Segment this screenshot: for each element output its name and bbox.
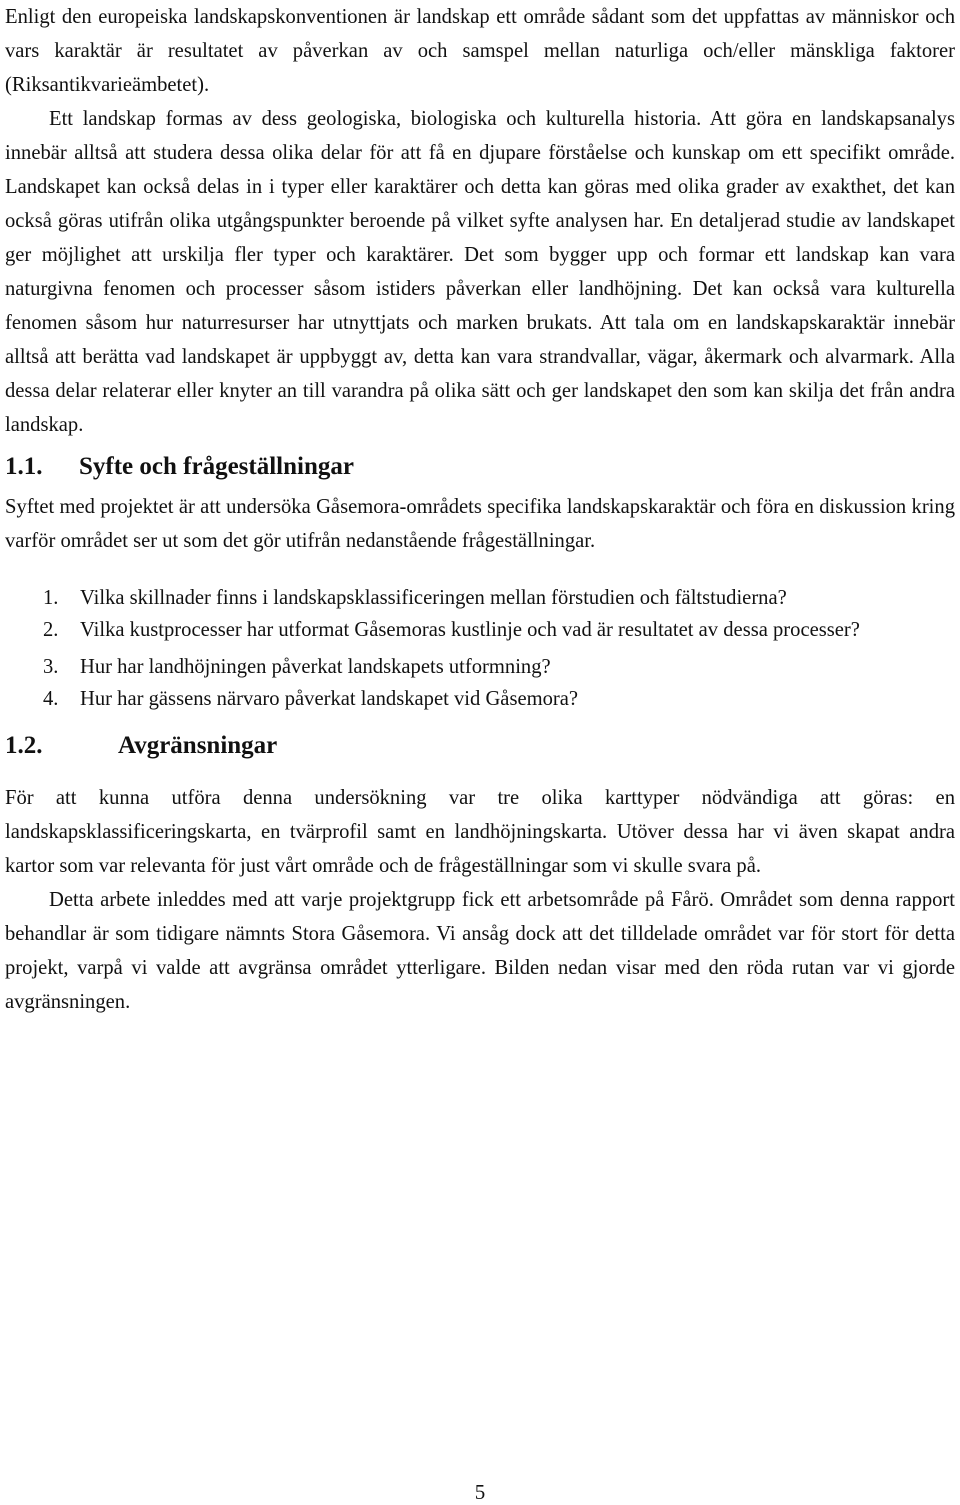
section-title: Avgränsningar: [118, 732, 278, 759]
list-item: [5, 651, 955, 683]
document-page: [5, 0, 955, 1019]
page-number: 5: [474, 1480, 486, 1504]
section-number: 1.1.: [5, 453, 43, 480]
section-title: Syfte och frågeställningar: [79, 453, 354, 480]
section-number: 1.2.: [5, 732, 43, 759]
delimitation-paragraph-1: För att kunna utföra denna undersökning var tre olika karttyper nödvändiga att göras: en landskapsklassificeringskarta, en tvärprofil samt en landhöjningskarta. Utöver dessa har vi även skapat andra kartor som var relevanta för just vårt område och de frågeställningar som vi skulle svara på.: [5, 787, 955, 877]
intro-paragraph-1: Enligt den europeiska landskapskonventionen är landskap ett område sådant som det uppfattas av människor och vars karaktär är resultatet av påverkan av och samspel mellan naturliga och/eller mänskliga faktorer (Riksantikvarieämbetet).: [5, 6, 955, 96]
list-item-text: Hur har landhöjningen påverkat landskapets utformning?: [80, 656, 551, 678]
list-item-text: Vilka kustprocesser har utformat Gåsemoras kustlinje och vad är resultatet av dessa processer?: [80, 619, 860, 641]
list-item-number: 4.: [43, 688, 59, 710]
list-item-text: Hur har gässens närvaro påverkat landskapet vid Gåsemora?: [80, 688, 579, 710]
list-item-number: 1.: [43, 587, 59, 609]
list-item-text: Vilka skillnader finns i landskapsklassificeringen mellan förstudien och fältstudierna?: [80, 587, 787, 609]
list-item: [5, 614, 955, 646]
list-item: [5, 582, 955, 614]
list-item-number: 2.: [43, 619, 59, 641]
purpose-paragraph: Syftet med projektet är att undersöka Gåsemora-områdets specifika landskapskaraktär och föra en diskussion kring varför området ser ut som det gör utifrån nedanstående frågeställningar.: [5, 496, 955, 552]
list-item-number: 3.: [43, 656, 59, 678]
research-question-list: [5, 582, 955, 715]
section-heading-syfte: [5, 450, 955, 484]
intro-paragraph-2: Ett landskap formas av dess geologiska, biologiska och kulturella historia. Att göra en landskapsanalys innebär alltså att studera dessa olika delar för att få en djupare förståelse och kunskap om ett specifikt område. Landskapet kan också delas in i typer eller karaktärer och detta kan göras med olika grader av exakthet, det kan också göras utifrån olika utgångspunkter beroende på vilket syfte analysen har. En detaljerad studie av landskapet ger möjlighet att urskilja fler typer och karaktärer. Det som bygger upp och formar ett landskap kan vara naturgivna fenomen och processer såsom istiders påverkan eller landhöjning. Det kan också vara kulturella fenomen såsom hur naturresurser har utnyttjats och marken brukats. Att tala om en landskapskaraktär innebär alltså att berätta vad landskapet är uppbyggt av, detta kan vara strandvallar, vägar, åkermark och alvarmark. Alla dessa delar relaterar eller knyter an till varandra på olika sätt och ger landskapet den som kan skilja det från andra landskap.: [5, 108, 955, 436]
list-item: [5, 683, 955, 715]
section-heading-avgransningar: [5, 729, 955, 763]
delimitation-paragraph-2: Detta arbete inleddes med att varje projektgrupp fick ett arbetsområde på Fårö. Området som denna rapport behandlar är som tidigare nämnts Stora Gåsemora. Vi ansåg dock att det tilldelade området var för stort för detta projekt, varpå vi valde att avgränsa området ytterligare. Bilden nedan visar med den röda rutan var vi gjorde avgränsningen.: [5, 889, 955, 1013]
